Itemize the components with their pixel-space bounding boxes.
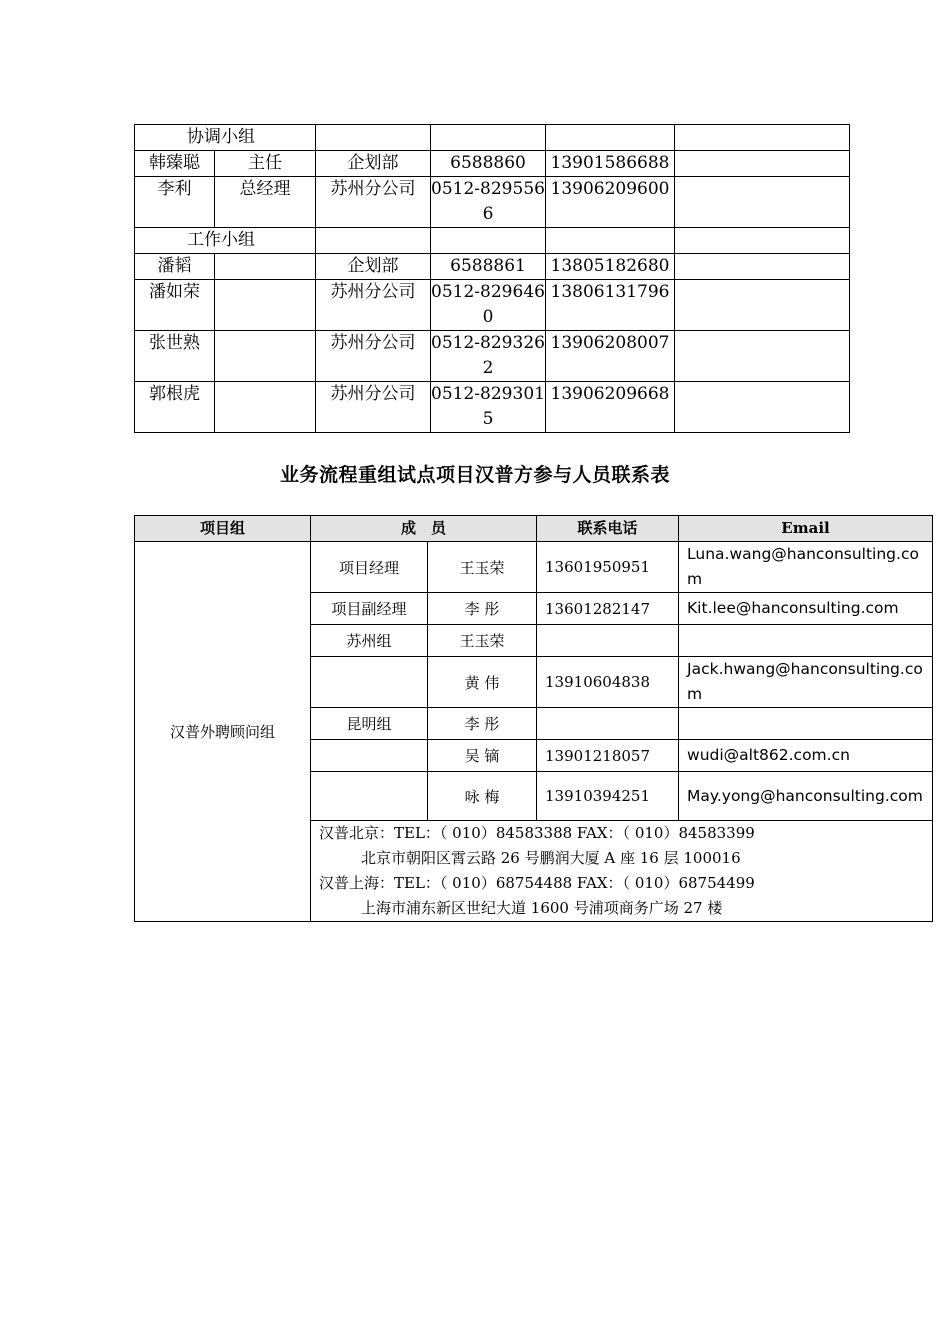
tel-cell: 0512-8295566 <box>431 177 546 228</box>
phone-cell: 13901218057 <box>537 740 679 772</box>
dept-cell: 苏州分公司 <box>316 280 431 331</box>
header-row <box>135 516 933 542</box>
name-cell: 郭根虎 <box>135 382 215 433</box>
tel-cell: 0512-8293015 <box>431 382 546 433</box>
email-link <box>679 708 933 740</box>
role-cell: 昆明组 <box>311 708 428 740</box>
phone-cell: 13601282147 <box>537 593 679 625</box>
member-name: 黄 伟 <box>428 657 537 708</box>
dept-cell: 苏州分公司 <box>316 382 431 433</box>
page-title: 业务流程重组试点项目汉普方参与人员联系表 <box>279 464 670 486</box>
phone-cell <box>537 708 679 740</box>
name-cell: 潘韬 <box>135 254 215 280</box>
phone-cell: 13910394251 <box>537 772 679 821</box>
office-footer <box>311 821 933 922</box>
role-cell <box>311 740 428 772</box>
email-link[interactable]: Jack.hwang@hanconsulting.com <box>679 657 933 708</box>
table-row <box>135 254 850 280</box>
role-cell <box>311 772 428 821</box>
table-row <box>135 331 850 382</box>
mobile-cell: 13906209668 <box>546 382 675 433</box>
member-name: 王玉荣 <box>428 625 537 657</box>
beijing-address: 北京市朝阳区霄云路 26 号鹏润大厦 A 座 16 层 100016 <box>361 849 741 867</box>
phone-cell: 13601950951 <box>537 542 679 593</box>
header-member: 成 员 <box>311 516 537 542</box>
email-link[interactable]: wudi@alt862.com.cn <box>679 740 933 772</box>
table-row <box>135 177 850 228</box>
shanghai-contact: 汉普上海：TEL：（ 010）68754488 FAX：（ 010）68754499 <box>319 874 755 892</box>
role-cell: 苏州组 <box>311 625 428 657</box>
header-phone: 联系电话 <box>537 516 679 542</box>
header-group: 项目组 <box>135 516 311 542</box>
coordination-contact-table <box>134 124 850 433</box>
role-cell: 项目经理 <box>311 542 428 593</box>
mobile-cell: 13906208007 <box>546 331 675 382</box>
title-cell: 总经理 <box>215 177 316 228</box>
member-name: 咏 梅 <box>428 772 537 821</box>
tel-cell: 0512-8293262 <box>431 331 546 382</box>
phone-cell: 13910604838 <box>537 657 679 708</box>
email-link[interactable]: Kit.lee@hanconsulting.com <box>679 593 933 625</box>
header-email: Email <box>679 516 933 542</box>
member-name: 王玉荣 <box>428 542 537 593</box>
beijing-contact: 汉普北京：TEL：（ 010）84583388 FAX：（ 010）84583399 <box>319 824 755 842</box>
phone-cell <box>537 625 679 657</box>
table-row <box>135 228 850 254</box>
member-name: 李 彤 <box>428 593 537 625</box>
tel-cell: 0512-8296460 <box>431 280 546 331</box>
dept-cell: 企划部 <box>316 254 431 280</box>
email-link <box>679 625 933 657</box>
title-cell <box>215 331 316 382</box>
table-row <box>135 280 850 331</box>
member-name: 李 彤 <box>428 708 537 740</box>
table-row <box>135 382 850 433</box>
title-cell <box>215 382 316 433</box>
email-link[interactable]: May.yong@hanconsulting.com <box>679 772 933 821</box>
role-cell: 项目副经理 <box>311 593 428 625</box>
dept-cell: 苏州分公司 <box>316 331 431 382</box>
mobile-cell: 13805182680 <box>546 254 675 280</box>
table-row <box>135 125 850 151</box>
name-cell: 李利 <box>135 177 215 228</box>
title-cell <box>215 280 316 331</box>
tel-cell: 6588861 <box>431 254 546 280</box>
member-name: 吴 镝 <box>428 740 537 772</box>
table-row <box>135 542 933 593</box>
title-cell: 主任 <box>215 151 316 177</box>
group-label: 工作小组 <box>135 228 316 254</box>
name-cell: 韩臻聪 <box>135 151 215 177</box>
dept-cell: 苏州分公司 <box>316 177 431 228</box>
shanghai-address: 上海市浦东新区世纪大道 1600 号浦项商务广场 27 楼 <box>361 899 723 917</box>
dept-cell: 企划部 <box>316 151 431 177</box>
group-name: 汉普外聘顾问组 <box>135 542 311 922</box>
tel-cell: 6588860 <box>431 151 546 177</box>
table-row <box>135 151 850 177</box>
name-cell: 张世熟 <box>135 331 215 382</box>
mobile-cell: 13806131796 <box>546 280 675 331</box>
name-cell: 潘如荣 <box>135 280 215 331</box>
title-cell <box>215 254 316 280</box>
role-cell <box>311 657 428 708</box>
group-label: 协调小组 <box>135 125 316 151</box>
email-link[interactable]: Luna.wang@hanconsulting.com <box>679 542 933 593</box>
consultant-contact-table <box>134 515 933 922</box>
mobile-cell: 13906209600 <box>546 177 675 228</box>
mobile-cell: 13901586688 <box>546 151 675 177</box>
